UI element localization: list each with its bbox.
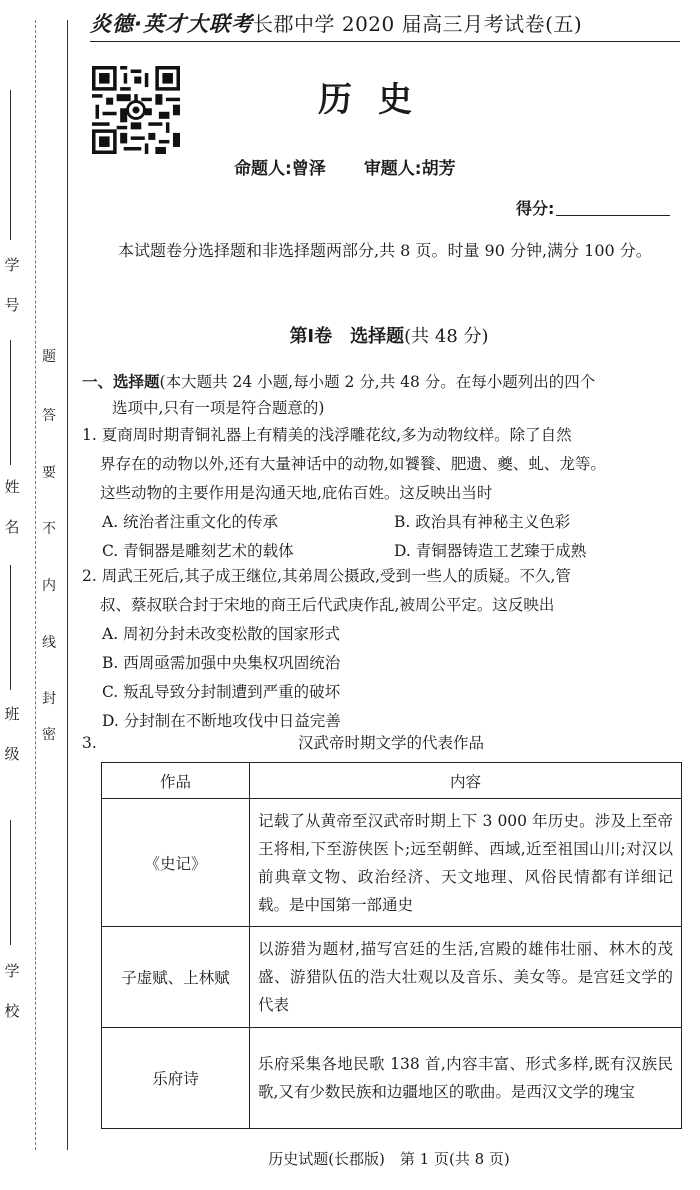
column-header-content: 内容 [250,763,682,799]
score-field[interactable] [516,196,670,219]
work-cell: 乐府诗 [102,1028,250,1129]
question-1-line: 界存在的动物以外,还有大量神话中的动物,如饕餮、肥遗、夔、虬、龙等。 [100,455,606,473]
page-footer: 历史试题(长郡版) 第 1 页(共 8 页) [268,1150,510,1168]
content-cell: 以游猎为题材,描写宫廷的生活,宫殿的雄伟壮丽、林木的茂盛、游猎队伍的浩大壮观以及音乐、美女等。是宫廷文学的代表 [250,927,682,1028]
question-3 [82,729,682,757]
cut-line [35,20,36,1150]
option-d[interactable]: D. 青铜器铸造工艺臻于成熟 [394,542,587,560]
binding-margin: 学 号 姓 名 班 级 学 校 题 答 要 不 内 线 封 密 [0,0,78,1190]
school-blank[interactable] [10,820,11,945]
student-id-label: 学 号 [4,256,20,314]
table-header-row [102,763,682,799]
content-cell: 乐府采集各地民歌 138 首,内容丰富、形式多样,既有汉族民歌,又有少数民族和边疆地区的歌曲。是西汉文学的瑰宝 [250,1028,682,1129]
subject-title: 历史 [318,80,438,120]
authors [234,154,456,179]
section-title-main: 第Ⅰ卷 选择题 [289,326,405,347]
class-label: 班 级 [4,705,20,763]
instructions [82,369,686,421]
reviewer-name: 审题人:胡芳 [363,159,456,179]
score-label: 得分: [516,199,555,218]
seal-line [67,20,68,1150]
question-3-number: 3. [82,734,97,752]
exam-name: 长郡中学 2020 届高三月考试卷(五) [252,12,583,36]
option-a[interactable]: A. 周初分封未改变松散的国家形式 [102,625,341,643]
name-blank[interactable] [10,340,11,465]
qr-code-icon [92,66,180,154]
student-id-blank[interactable] [10,90,11,240]
name-label: 姓 名 [4,478,20,536]
work-cell: 《史记》 [102,799,250,927]
school-label: 学 校 [4,962,20,1020]
question-2-line: 2. 周武王死后,其子成王继位,其弟周公摄政,受到一些人的质疑。不久,管 [82,567,571,585]
table-row [102,1028,682,1129]
section-score: (共 48 分) [404,326,489,347]
option-a[interactable]: A. 统治者注重文化的传承 [102,513,279,531]
column-header-work: 作品 [102,763,250,799]
option-b[interactable]: B. 政治具有神秘主义色彩 [394,513,571,531]
table-title: 汉武帝时期文学的代表作品 [297,734,484,752]
table-row [102,927,682,1028]
exam-title [90,4,680,42]
instructions-head: 一、选择题 [82,373,160,391]
question-1-line: 这些动物的主要作用是沟通天地,庇佑百姓。这反映出当时 [100,484,493,502]
section-title [0,322,700,348]
option-b[interactable]: B. 西周亟需加强中央集权巩固统治 [102,654,341,672]
option-d[interactable]: D. 分封制在不断地攻伐中日益完善 [102,712,341,730]
option-c[interactable]: C. 青铜器是雕刻艺术的载体 [102,542,294,560]
literature-table [101,762,682,1129]
instructions-text: (本大题共 24 小题,每小题 2 分,共 48 分。在每小题列出的四个 [159,373,596,391]
exam-brand: 炎德·英才大联考 [90,11,253,36]
question-2 [82,562,686,736]
score-blank[interactable] [556,215,670,216]
work-cell: 子虚赋、上林赋 [102,927,250,1028]
option-c[interactable]: C. 叛乱导致分封制遭到严重的破坏 [102,683,341,701]
content-cell: 记载了从黄帝至汉武帝时期上下 3 000 年历史。涉及上至帝王将相,下至游侠医卜;远至朝鲜、西域,近至祖国山川;对汉以前典章文物、政治经济、天文地理、风俗民情都有详细记载。是中国第一部通史 [250,799,682,927]
question-1 [82,421,686,566]
table-row [102,799,682,927]
question-2-line: 叔、蔡叔联合封于宋地的商王后代武庚作乱,被周公平定。这反映出 [100,596,555,614]
question-1-line: 1. 夏商周时期青铜礼器上有精美的浅浮雕花纹,多为动物纹样。除了自然 [82,426,572,444]
setter-name: 命题人:曾泽 [234,159,326,179]
instructions-text-2: 选项中,只有一项是符合题意的) [112,399,325,417]
intro-paragraph: 本试题卷分选择题和非选择题两部分,共 8 页。时量 90 分钟,满分 100 分。 [118,241,652,260]
class-blank[interactable] [10,565,11,690]
